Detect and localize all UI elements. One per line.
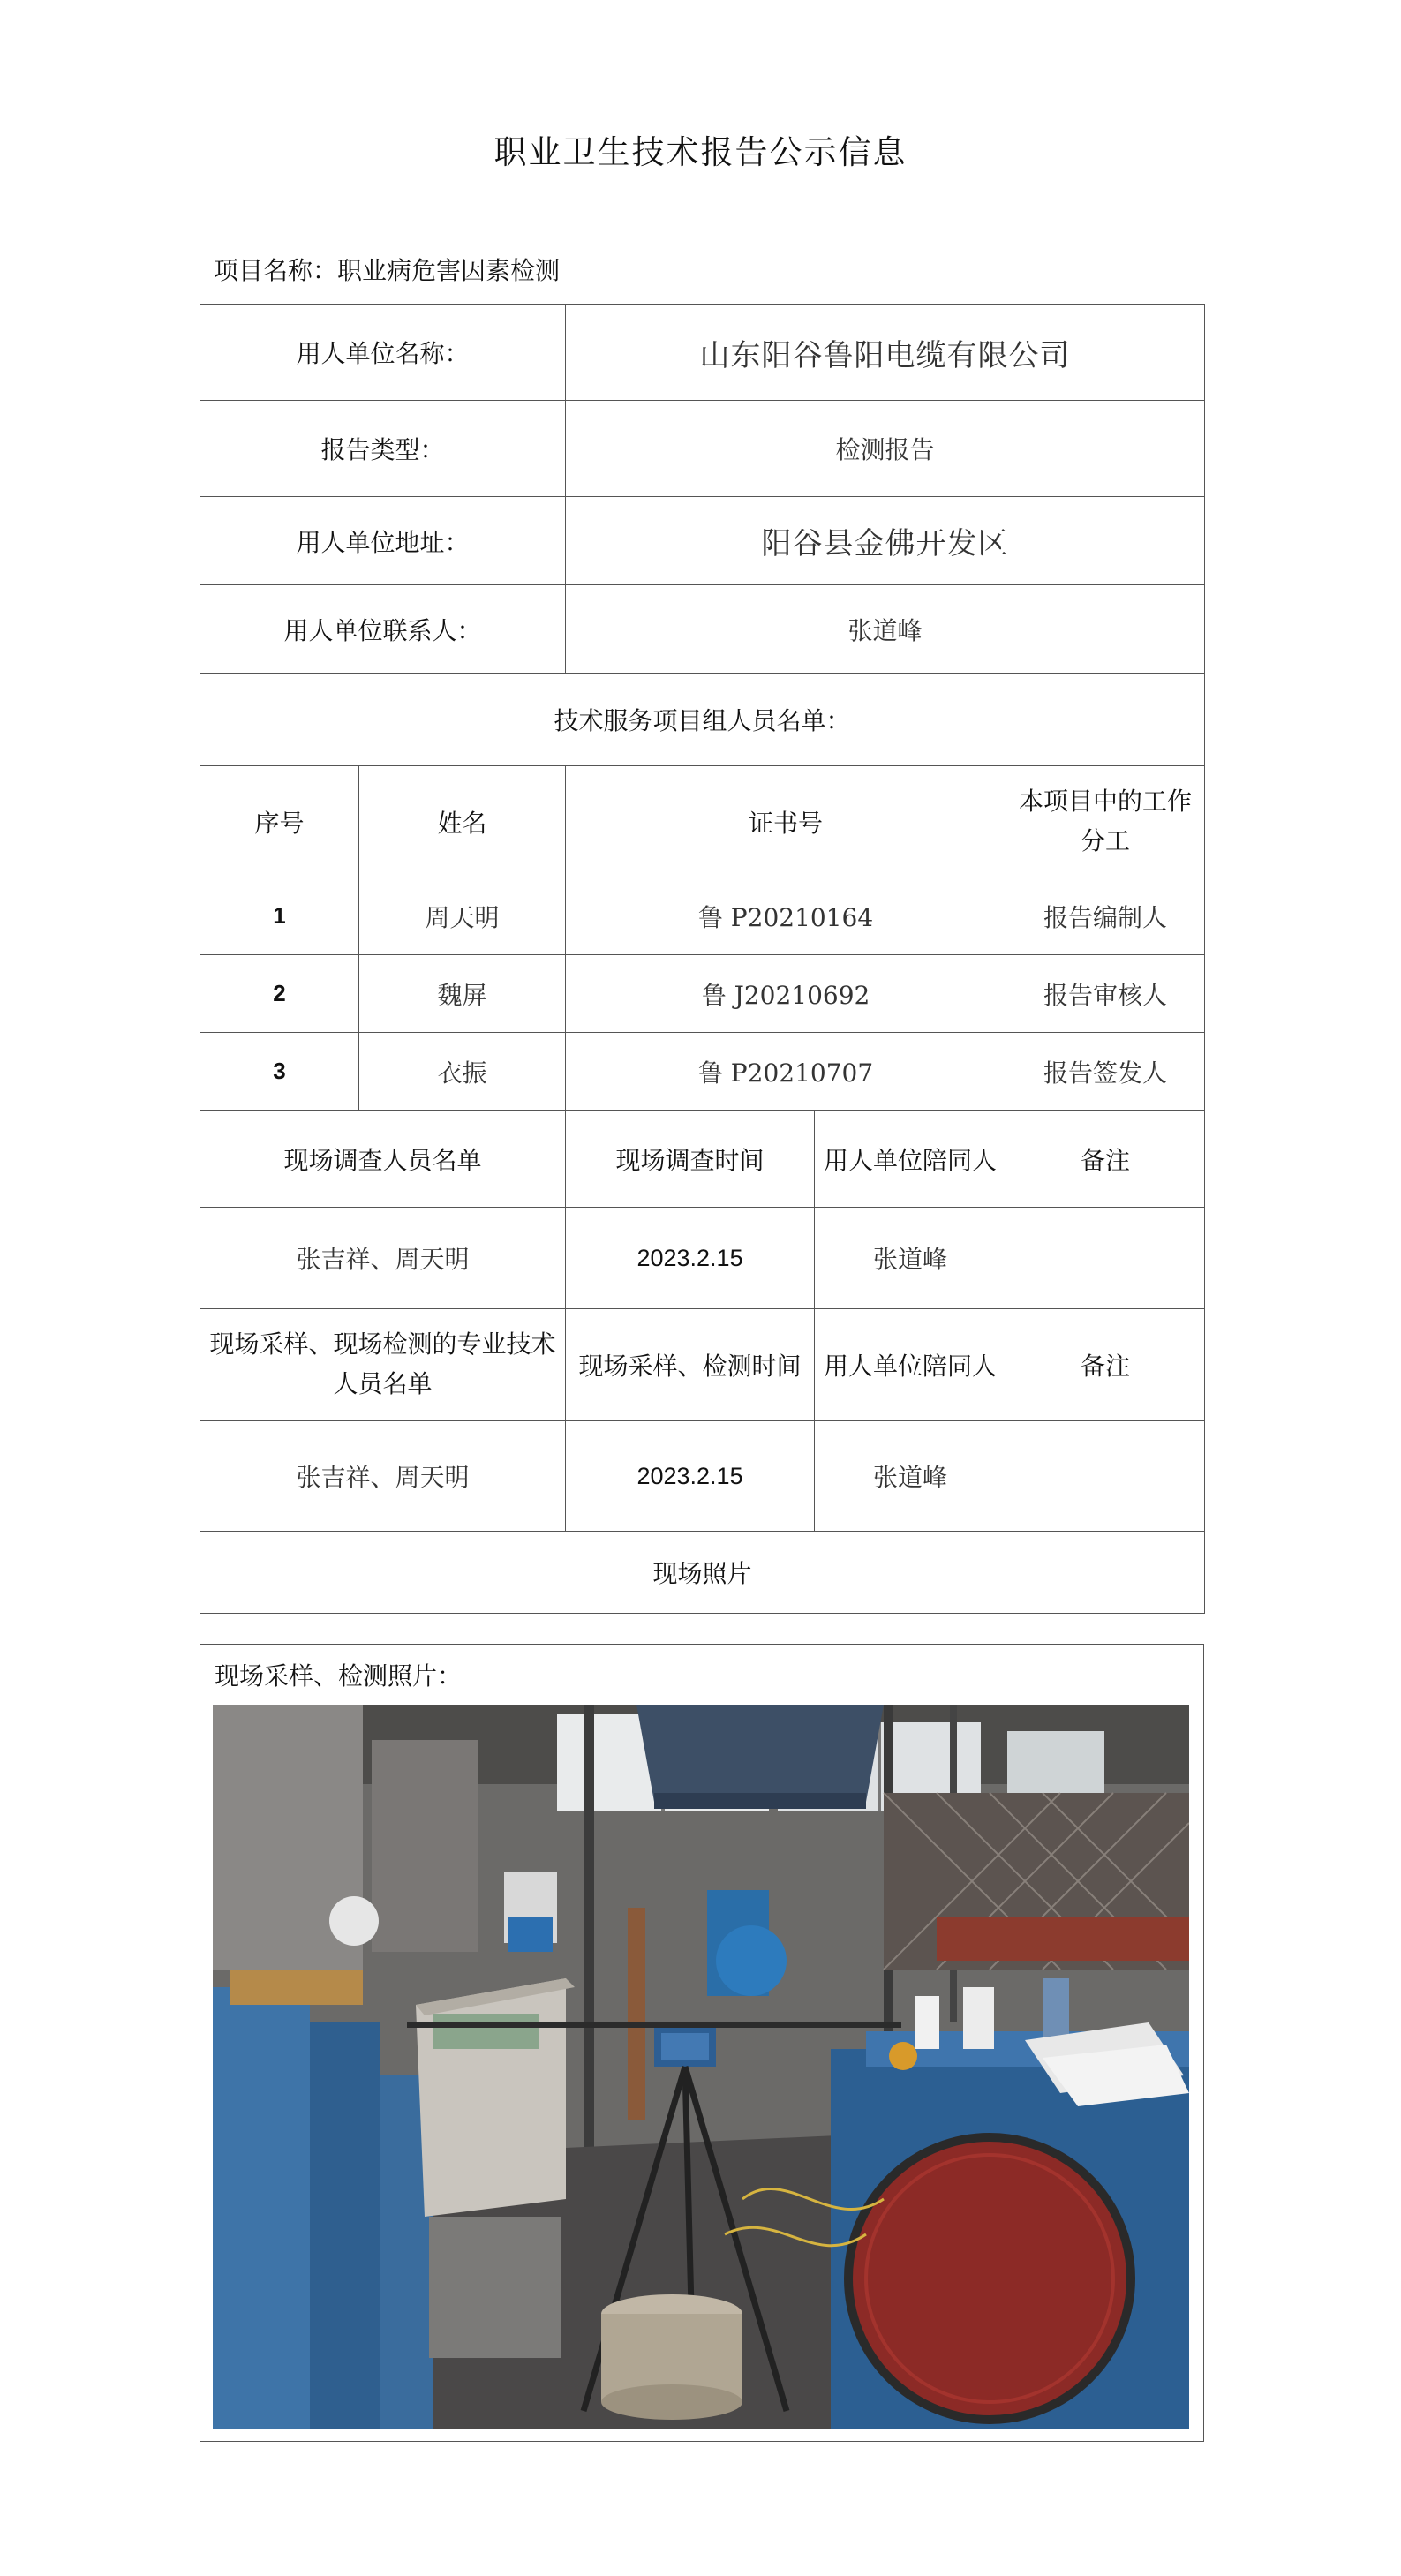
site-photo-illustration <box>213 1705 1189 2429</box>
team-member-row <box>200 877 1205 955</box>
sampling-time: 2023.2.15 <box>566 1421 815 1532</box>
member-cert: 鲁 P20210164 <box>566 877 1006 955</box>
survey-escort: 张道峰 <box>815 1208 1006 1309</box>
survey-row <box>200 1208 1205 1309</box>
report-info-table <box>200 304 1205 1614</box>
report-type-row <box>200 401 1205 497</box>
sampling-staff: 张吉祥、周天明 <box>200 1421 566 1532</box>
team-member-row <box>200 1033 1205 1111</box>
contact-label: 用人单位联系人： <box>200 585 566 674</box>
member-name: 魏屏 <box>359 955 566 1033</box>
report-type-label: 报告类型： <box>200 401 566 497</box>
photo-section-title: 现场采样、检测照片： <box>215 1661 463 1691</box>
sampling-escort-header: 用人单位陪同人 <box>815 1309 1006 1421</box>
team-heading-row <box>200 674 1205 766</box>
photo-section <box>200 1644 1204 2442</box>
photos-heading: 现场照片 <box>200 1532 1205 1614</box>
sampling-note <box>1006 1421 1205 1532</box>
sampling-header-row <box>200 1309 1205 1421</box>
member-cert: 鲁 J20210692 <box>566 955 1006 1033</box>
document-title: 职业卫生技术报告公示信息 <box>493 133 908 171</box>
sampling-row <box>200 1421 1205 1532</box>
role-header: 本项目中的工作分工 <box>1006 766 1205 877</box>
name-header: 姓名 <box>359 766 566 877</box>
survey-time-header: 现场调查时间 <box>566 1111 815 1208</box>
team-heading: 技术服务项目组人员名单： <box>200 674 1205 766</box>
member-role: 报告签发人 <box>1006 1033 1205 1111</box>
member-cert: 鲁 P20210707 <box>566 1033 1006 1111</box>
survey-escort-header: 用人单位陪同人 <box>815 1111 1006 1208</box>
photos-heading-row <box>200 1532 1205 1614</box>
member-seq: 3 <box>200 1033 359 1111</box>
company-row <box>200 305 1205 401</box>
contact-row <box>200 585 1205 674</box>
member-seq: 1 <box>200 877 359 955</box>
survey-staff: 张吉祥、周天明 <box>200 1208 566 1309</box>
survey-note-header: 备注 <box>1006 1111 1205 1208</box>
cert-header: 证书号 <box>566 766 1006 877</box>
team-member-row <box>200 955 1205 1033</box>
company-label: 用人单位名称： <box>200 305 566 401</box>
project-name: 项目名称：职业病危害因素检测 <box>214 256 561 285</box>
member-name: 周天明 <box>359 877 566 955</box>
survey-staff-header: 现场调查人员名单 <box>200 1111 566 1208</box>
site-photo <box>213 1705 1189 2429</box>
contact-value: 张道峰 <box>566 585 1205 674</box>
member-name: 衣振 <box>359 1033 566 1111</box>
survey-header-row <box>200 1111 1205 1208</box>
company-value: 山东阳谷鲁阳电缆有限公司 <box>566 305 1205 401</box>
member-role: 报告审核人 <box>1006 955 1205 1033</box>
survey-note <box>1006 1208 1205 1309</box>
report-type-value: 检测报告 <box>566 401 1205 497</box>
address-value: 阳谷县金佛开发区 <box>566 497 1205 585</box>
address-label: 用人单位地址： <box>200 497 566 585</box>
member-seq: 2 <box>200 955 359 1033</box>
seq-header: 序号 <box>200 766 359 877</box>
sampling-time-header: 现场采样、检测时间 <box>566 1309 815 1421</box>
team-header-row <box>200 766 1205 877</box>
sampling-escort: 张道峰 <box>815 1421 1006 1532</box>
sampling-note-header: 备注 <box>1006 1309 1205 1421</box>
address-row <box>200 497 1205 585</box>
survey-time: 2023.2.15 <box>566 1208 815 1309</box>
sampling-staff-header: 现场采样、现场检测的专业技术人员名单 <box>200 1309 566 1421</box>
member-role: 报告编制人 <box>1006 877 1205 955</box>
